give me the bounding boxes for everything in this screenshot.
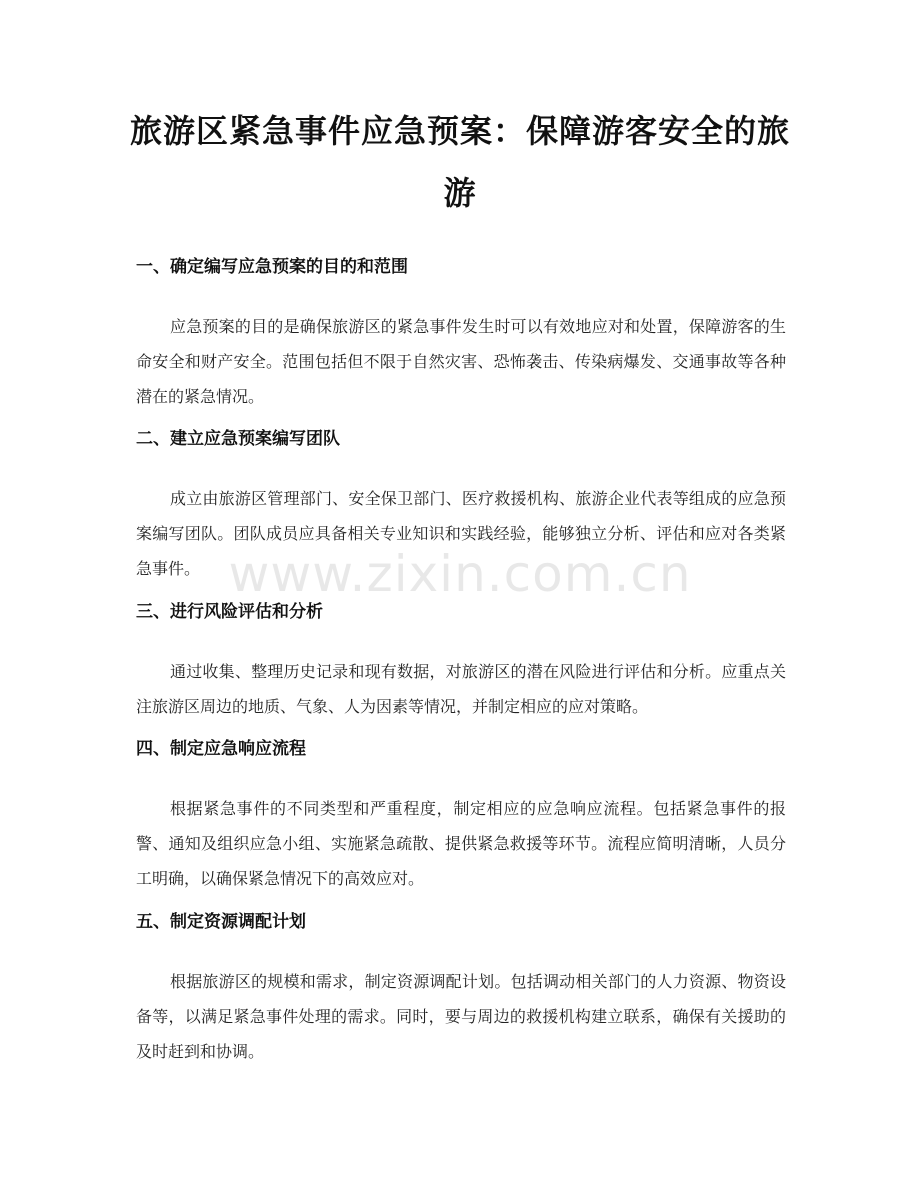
section-5 (136, 910, 786, 1069)
section-heading: 一、确定编写应急预案的目的和范围 (136, 257, 408, 277)
section-heading: 四、制定应急响应流程 (136, 739, 306, 759)
section-body: 根据紧急事件的不同类型和严重程度，制定相应的应急响应流程。包括紧急事件的报警、通知及组织应急小组、实施紧急疏散、提供紧急救援等环节。流程应简明清晰，人员分工明确，以确保紧急情况下的高效应对。 (136, 799, 786, 888)
watermark: www.zixin.com.cn (228, 545, 692, 603)
section-3 (136, 600, 786, 724)
section-body: 成立由旅游区管理部门、安全保卫部门、医疗救援机构、旅游企业代表等组成的应急预案编写团队。团队成员应具备相关专业知识和实践经验，能够独立分析、评估和应对各类紧急事件。 (136, 489, 786, 578)
section-body: 应急预案的目的是确保旅游区的紧急事件发生时可以有效地应对和处置，保障游客的生命安全和财产安全。范围包括但不限于自然灾害、恐怖袭击、传染病爆发、交通事故等各种潜在的紧急情况。 (136, 317, 786, 406)
section-2 (136, 427, 786, 586)
section-body: 通过收集、整理历史记录和现有数据，对旅游区的潜在风险进行评估和分析。应重点关注旅游区周边的地质、气象、人为因素等情况，并制定相应的应对策略。 (136, 662, 786, 716)
section-heading: 二、建立应急预案编写团队 (136, 429, 340, 449)
document-title: 旅游区紧急事件应急预案：保障游客安全的旅游 (129, 112, 790, 212)
section-heading: 三、进行风险评估和分析 (136, 602, 323, 622)
section-4 (136, 737, 786, 896)
section-body: 根据旅游区的规模和需求，制定资源调配计划。包括调动相关部门的人力资源、物资设备等，以满足紧急事件处理的需求。同时，要与周边的救援机构建立联系，确保有关援助的及时赶到和协调。 (136, 972, 786, 1061)
section-heading: 五、制定资源调配计划 (136, 912, 306, 932)
section-1 (136, 255, 786, 414)
